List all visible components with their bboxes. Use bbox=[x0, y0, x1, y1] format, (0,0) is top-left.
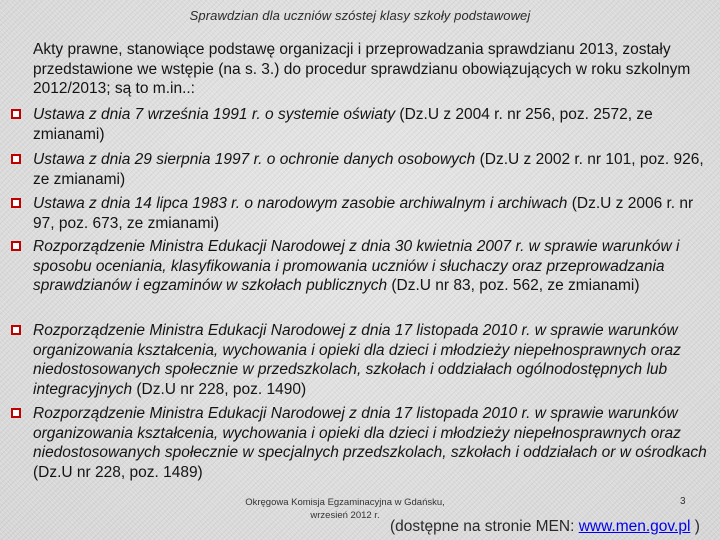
men-website-link[interactable]: www.men.gov.pl bbox=[578, 518, 691, 535]
legal-act-reference: (Dz.U nr 228, poz. 1490) bbox=[132, 380, 307, 398]
availability-prefix: (dostępne na stronie MEN: bbox=[390, 518, 579, 535]
legal-act-title: Rozporządzenie Ministra Edukacji Narodowej z dnia 30 kwietnia 2007 r. w sprawie warunków i sposobu oceniania, klasyfikowania i promowania uczniów i słuchaczy oraz przeprowadzania sprawdzianów i egzaminów w szkołach publicznych bbox=[33, 238, 680, 294]
square-bullet-icon bbox=[10, 240, 22, 252]
legal-act-item bbox=[33, 237, 717, 296]
square-bullet-icon bbox=[10, 324, 22, 336]
legal-act-title: Ustawa z dnia 29 sierpnia 1997 r. o ochronie danych osobowych bbox=[33, 151, 476, 168]
availability-note bbox=[390, 518, 700, 536]
square-bullet-icon bbox=[10, 108, 22, 120]
footer-date-line: wrzesień 2012 r. bbox=[310, 510, 380, 521]
legal-act-reference: (Dz.U nr 83, poz. 562, ze zmianami) bbox=[387, 277, 640, 294]
legal-act-title: Ustawa z dnia 14 lipca 1983 r. o narodowym zasobie archiwalnym i archiwach bbox=[33, 195, 568, 212]
square-bullet-icon bbox=[10, 197, 22, 209]
legal-act-title: Ustawa z dnia 7 września 1991 r. o systemie oświaty bbox=[33, 106, 396, 123]
legal-act-title: Rozporządzenie Ministra Edukacji Narodowej z dnia 17 listopada 2010 r. w sprawie warunków organizowania kształcenia, wychowania i opieki dla dzieci i młodzieży niepełnosprawnych oraz niedostosowanych społecznie w przedszkolach, szkołach i oddziałach ogólnodostępnych lub integracyjnych bbox=[33, 322, 681, 398]
footer-org-line: Okręgowa Komisja Egzaminacyjna w Gdańsku, bbox=[245, 497, 445, 508]
legal-act-item bbox=[33, 194, 717, 233]
availability-suffix: ) bbox=[690, 518, 700, 535]
square-bullet-icon bbox=[10, 407, 22, 419]
legal-act-item bbox=[33, 404, 717, 482]
legal-act-reference: (Dz.U z 2004 r. nr 256, poz. 2572, ze zmianami) bbox=[33, 106, 653, 143]
legal-act-item bbox=[33, 150, 717, 189]
page-number: 3 bbox=[680, 496, 686, 507]
slide-header: Sprawdzian dla uczniów szóstej klasy szkoły podstawowej bbox=[189, 8, 531, 23]
legal-act-item bbox=[33, 321, 717, 399]
legal-act-item bbox=[33, 105, 717, 144]
square-bullet-icon bbox=[10, 153, 22, 165]
legal-act-title: Rozporządzenie Ministra Edukacji Narodowej z dnia 17 listopada 2010 r. w sprawie warunków organizowania kształcenia, wychowania i opieki dla dzieci i młodzieży niepełnosprawnych oraz niedostosowanych społecznie w specjalnych przedszkolach, szkołach i oddziałach or w ośrodkach bbox=[33, 405, 707, 461]
legal-act-reference: (Dz.U nr 228, poz. 1489) bbox=[33, 463, 203, 481]
legal-act-reference: (Dz.U z 2006 r. nr 97, poz. 673, ze zmianami) bbox=[33, 195, 694, 232]
legal-act-reference: (Dz.U z 2002 r. nr 101, poz. 926, ze zmianami) bbox=[33, 151, 704, 188]
intro-paragraph: Akty prawne, stanowiące podstawę organizacji i przeprowadzania sprawdzianu 2013, zostały przedstawione we wstępie (na s. 3.) do procedur sprawdzianu obowiązujących w roku szkolnym 2012/2013; są to m.in..: bbox=[33, 41, 691, 97]
